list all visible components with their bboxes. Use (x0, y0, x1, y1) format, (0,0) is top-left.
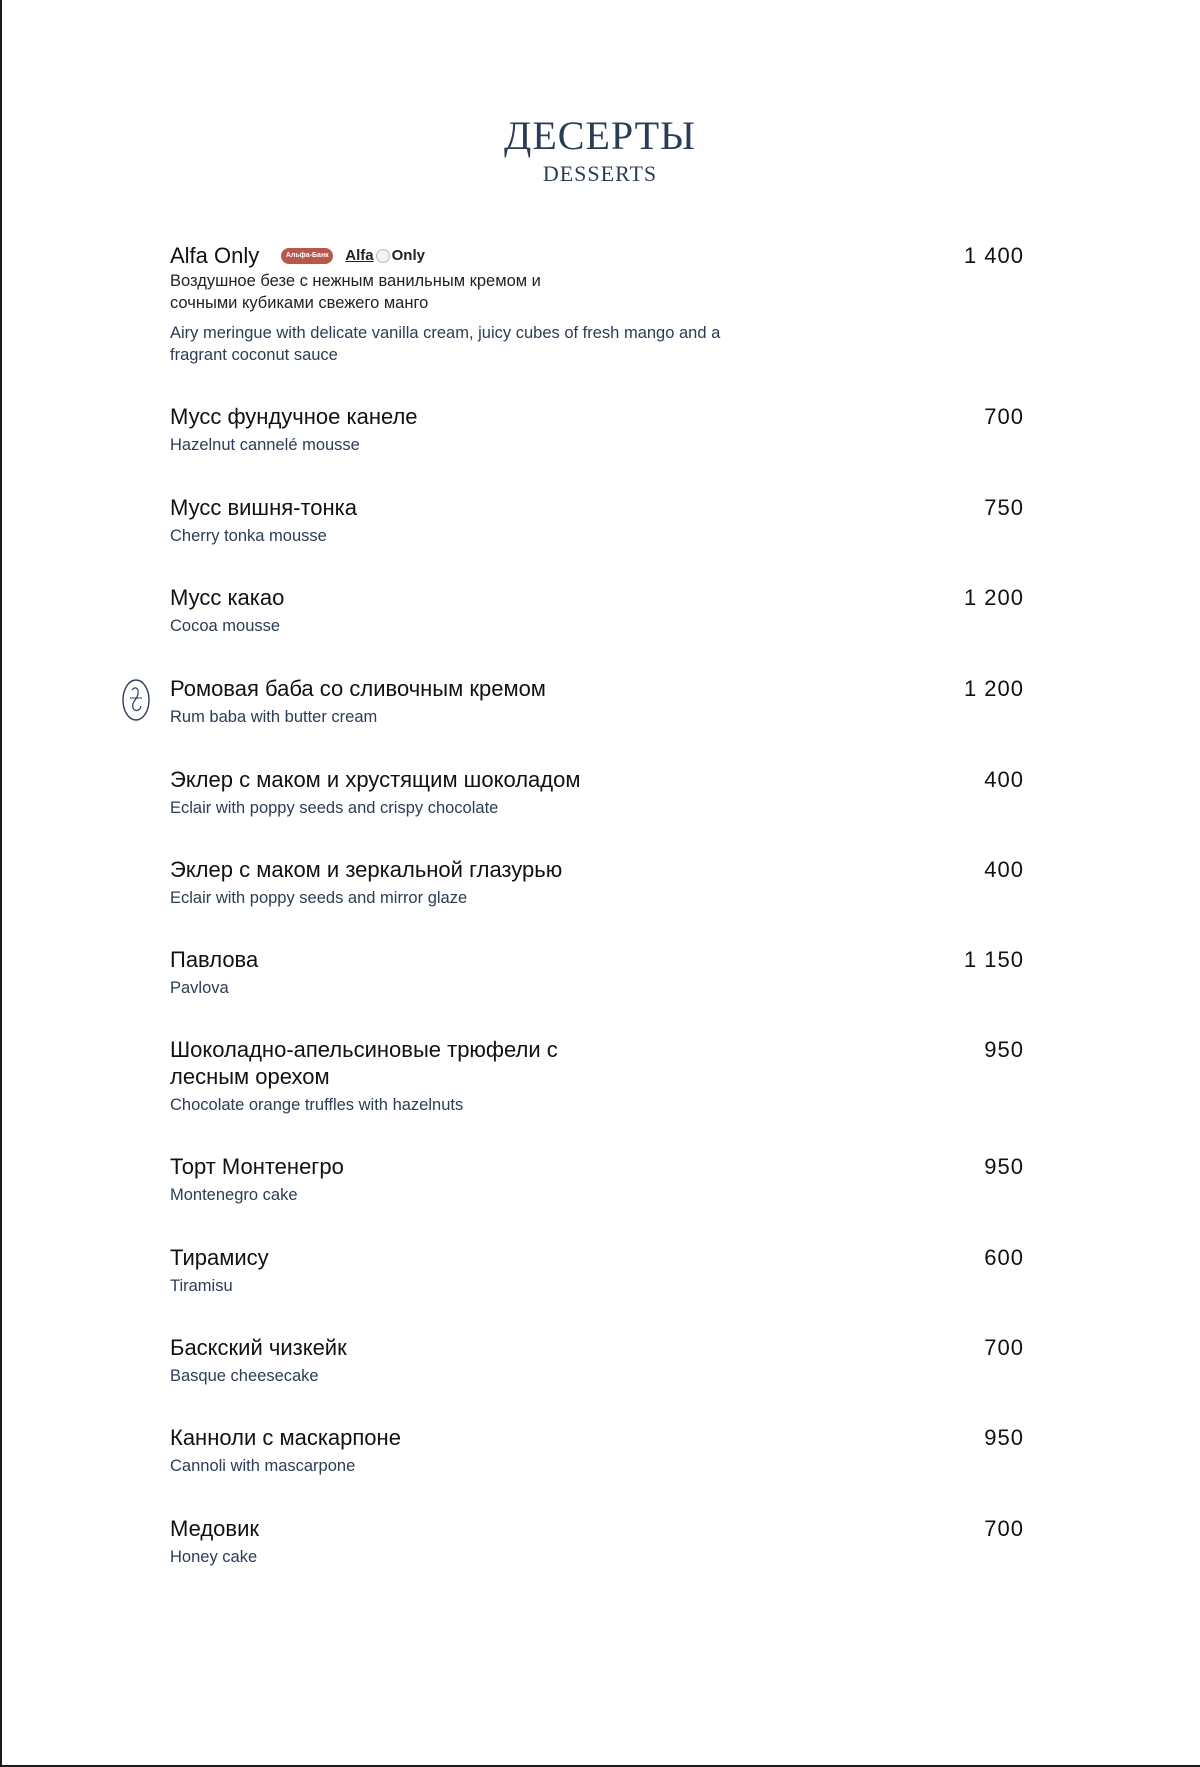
item-price: 950 (984, 1425, 1024, 1450)
menu-heading (0, 112, 1200, 188)
item-price: 700 (984, 404, 1024, 429)
circle-icon (376, 249, 390, 263)
item-name: Канноли с маскарпоне (170, 1425, 401, 1450)
signature-dish-icon (121, 678, 151, 722)
item-price: 400 (984, 857, 1024, 882)
menu-item (170, 1153, 1024, 1206)
item-name: Мусс вишня-тонка (170, 495, 358, 520)
item-description-en: Hazelnut cannelé mousse (170, 436, 360, 454)
item-name: Медовик (170, 1516, 259, 1541)
item-name: Ромовая баба со сливочным кремом (170, 676, 546, 701)
menu-item (170, 766, 1024, 819)
item-description-en: Honey cake (170, 1548, 258, 1566)
item-name: Эклер с маком и зеркальной глазурью (170, 857, 563, 882)
item-price: 1 200 (963, 676, 1024, 701)
item-description-en: Pavlova (170, 979, 229, 997)
item-price: 1 150 (963, 947, 1024, 972)
section-title: ДЕСЕРТЫ (504, 113, 696, 158)
item-price: 750 (984, 495, 1024, 520)
section-subtitle: DESSERTS (542, 161, 658, 186)
item-description-en: Eclair with poppy seeds and mirror glaze (170, 889, 468, 907)
menu-item (170, 1036, 1024, 1116)
item-description-en: Cocoa mousse (170, 617, 281, 635)
promo-badges (281, 247, 425, 264)
item-name: Баскский чизкейк (170, 1335, 347, 1360)
item-description-ru: Воздушное безе с нежным ванильным кремом и сочными кубиками свежего манго (170, 272, 541, 312)
item-description-en: Montenegro cake (170, 1186, 298, 1204)
menu-item (170, 946, 1024, 999)
item-description-en: Basque cheesecake (170, 1367, 319, 1385)
item-price: 1 400 (963, 243, 1024, 268)
alfa-only-logo: Alfa Only (345, 247, 425, 264)
item-price: 400 (984, 767, 1024, 792)
item-name: Торт Монтенегро (170, 1154, 344, 1179)
item-name: Павлова (170, 947, 259, 972)
menu-item (170, 1424, 1024, 1477)
item-price: 600 (984, 1245, 1024, 1270)
item-price: 700 (984, 1516, 1024, 1541)
item-name: Шоколадно-апельсиновые трюфели с лесным орехом (170, 1037, 558, 1089)
item-name: Мусс фундучное канеле (170, 404, 418, 429)
item-description-en: Airy meringue with delicate vanilla cream, juicy cubes of fresh mango and a fragrant coconut sauce (170, 324, 721, 364)
menu-item (170, 1244, 1024, 1297)
item-price: 700 (984, 1335, 1024, 1360)
item-description-en: Cannoli with mascarpone (170, 1457, 356, 1475)
item-description-en: Cherry tonka mousse (170, 527, 327, 545)
menu-item (170, 1334, 1024, 1387)
item-name: Эклер с маком и хрустящим шоколадом (170, 767, 581, 792)
item-price: 950 (984, 1037, 1024, 1062)
menu-item (170, 584, 1024, 637)
menu-item (170, 675, 1024, 728)
item-name: Мусс какао (170, 585, 285, 610)
item-description-en: Eclair with poppy seeds and crispy chocolate (170, 799, 499, 817)
item-name: Тирамису (170, 1245, 269, 1270)
menu-item (170, 403, 1024, 456)
item-description-en: Rum baba with butter cream (170, 708, 378, 726)
menu-item (170, 1515, 1024, 1568)
item-description-en: Tiramisu (170, 1277, 233, 1295)
menu-item (170, 494, 1024, 547)
bank-logo-badge: Альфа-Банк (281, 248, 333, 264)
menu-item (170, 856, 1024, 909)
item-price: 1 200 (963, 585, 1024, 610)
item-name: Alfa Only (170, 243, 260, 268)
item-description-en: Chocolate orange truffles with hazelnuts (170, 1096, 464, 1114)
item-price: 950 (984, 1154, 1024, 1179)
menu-item (170, 242, 1024, 366)
